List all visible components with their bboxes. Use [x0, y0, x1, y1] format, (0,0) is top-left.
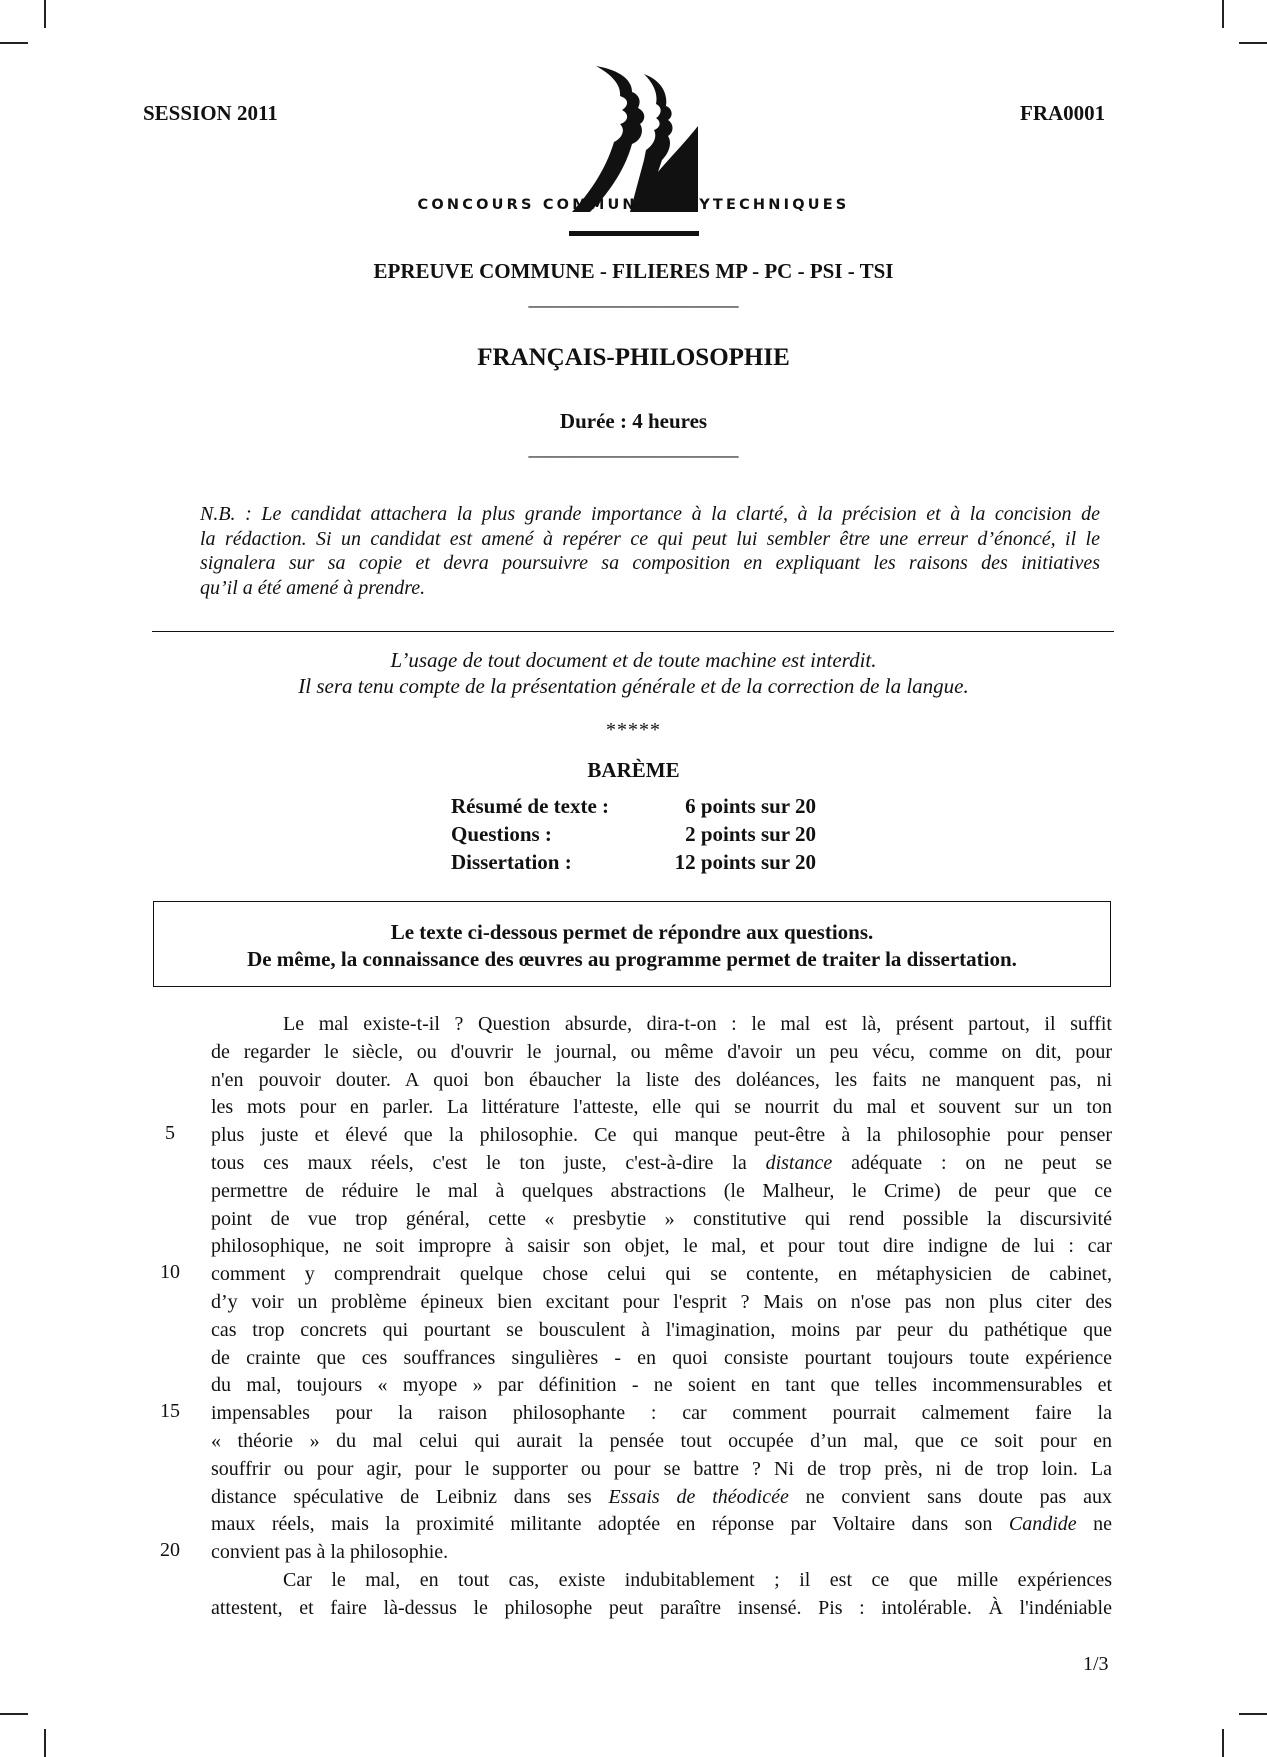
- text-line: de regarder le siècle, ou d'ouvrir le journal, ou même d'avoir un peu vécu, comme on dit, pour: [211, 1040, 1112, 1063]
- bareme-label: Dissertation :: [451, 850, 572, 874]
- logo-text: CONCOURS COMMUNS POLYTECHNIQUES: [417, 197, 850, 213]
- text-line: d’y voir un problème épineux bien excitant pour l'esprit ? Mais on n'ose pas non plus citer des: [211, 1290, 1112, 1313]
- text-line: comment y comprendrait quelque chose celui qui se contente, en métaphysicien de cabinet,: [211, 1263, 1112, 1286]
- crop-mark: [1239, 1713, 1267, 1715]
- text-line: distance spéculative de Leibniz dans ses Essais de théodicée ne convient sans doute pas aux: [211, 1485, 1112, 1508]
- text-line: les mots pour en parler. La littérature l'atteste, elle qui se nourrit du mal et souvent sur un ton: [211, 1096, 1112, 1119]
- crop-mark: [0, 1713, 28, 1715]
- logo-underline: [569, 231, 699, 236]
- session-label: SESSION 2011: [143, 101, 278, 125]
- exam-title: EPREUVE COMMUNE - FILIERES MP - PC - PSI - TSI: [373, 259, 894, 283]
- instruction-line-1: L’usage de tout document et de toute machine est interdit.: [390, 648, 877, 672]
- box-line-2: De même, la connaissance des œuvres au programme permet de traiter la dissertation.: [247, 947, 1017, 971]
- bareme-points: 6 points sur 20: [685, 794, 816, 818]
- text-line: Car le mal, en tout cas, existe indubitablement ; il est ce que mille expériences: [283, 1568, 1112, 1591]
- text-line: convient pas à la philosophie.: [211, 1541, 449, 1564]
- text-line: philosophique, ne soit impropre à saisir son objet, le mal, et pour tout dire indigne de lui : car: [211, 1235, 1112, 1258]
- text-line: Le mal existe-t-il ? Question absurde, dira-t-on : le mal est là, présent partout, il suffit: [283, 1013, 1112, 1035]
- title-separator: ____________________: [528, 286, 739, 310]
- nb-line: la rédaction. Si un candidat est amené à repérer ce qui peut lui sembler être une erreur d’énoncé, il le: [200, 527, 1100, 550]
- crop-mark: [0, 42, 28, 44]
- box-line-1: Le texte ci-dessous permet de répondre aux questions.: [390, 920, 874, 944]
- exam-code: FRA0001: [1020, 101, 1106, 125]
- line-number: 10: [160, 1261, 180, 1283]
- text-line: « théorie » du mal celui qui aurait la pensée tout occupée d’un mal, que ce soit pour en: [211, 1429, 1112, 1452]
- text-line: impensables pour la raison philosophante : car comment pourrait calmement faire la: [211, 1402, 1112, 1425]
- line-number: 5: [165, 1122, 175, 1144]
- duration-separator: ____________________: [528, 436, 739, 460]
- crop-mark: [1222, 0, 1224, 28]
- horizontal-rule: [152, 631, 1114, 632]
- stars-separator: *****: [606, 719, 661, 741]
- bareme-row: [451, 820, 816, 848]
- nb-line: N.B. : Le candidat attachera la plus grande importance à la clarté, à la précision et à la concision de: [200, 503, 1100, 525]
- duration: Durée : 4 heures: [559, 409, 708, 433]
- bareme-row: [451, 848, 816, 876]
- bareme-label: Questions :: [451, 822, 552, 846]
- text-line: attestent, et faire là-dessus le philosophe peut paraître insensé. Pis : intolérable. À l'indéniable: [211, 1596, 1112, 1619]
- line-number: 15: [160, 1400, 180, 1422]
- text-line: permettre de réduire le mal à quelques abstractions (le Malheur, le Crime) de peur que ce: [211, 1179, 1112, 1202]
- main-text: [211, 1011, 1112, 1623]
- text-line: plus juste et élevé que la philosophie. Ce qui manque peut-être à la philosophie pour penser: [211, 1124, 1112, 1147]
- text-line: du mal, toujours « myope » par définition - ne soient en tant que telles incommensurables et: [211, 1374, 1112, 1397]
- crop-mark: [1239, 42, 1267, 44]
- text-line: souffrir ou pour agir, pour le supporter ou pour se battre ? Ni de trop près, ni de trop loin. La: [211, 1457, 1112, 1480]
- line-number: 20: [160, 1539, 180, 1561]
- bareme-row: [451, 792, 816, 820]
- crop-mark: [44, 0, 46, 28]
- bareme-points: 2 points sur 20: [685, 822, 816, 846]
- page-number: 1/3: [1083, 1653, 1109, 1675]
- text-line: cas trop concrets qui pourtant se bousculent à l'imagination, moins par peur du pathétique que: [211, 1318, 1112, 1341]
- crop-mark: [1222, 1729, 1224, 1757]
- nb-paragraph: [200, 502, 1100, 600]
- subject-title: FRANÇAIS-PHILOSOPHIE: [477, 344, 790, 371]
- bareme-label: Résumé de texte :: [451, 794, 610, 818]
- instruction-line-2: Il sera tenu compte de la présentation générale et de la correction de la langue.: [298, 674, 969, 698]
- text-line: point de vue trop général, cette « presbytie » constitutive qui rend possible la discursivité: [211, 1207, 1112, 1230]
- crop-mark: [44, 1729, 46, 1757]
- nb-line: qu’il a été amené à prendre.: [200, 576, 426, 599]
- bareme-table: [451, 792, 816, 876]
- text-line: n'en pouvoir douter. A quoi bon ébaucher la liste des doléances, les faits ne manquent pas, ni: [211, 1068, 1112, 1091]
- text-line: de crainte que ces souffrances singulières - en quoi consiste pourtant toujours toute expérience: [211, 1346, 1112, 1369]
- instruction-box: [153, 901, 1111, 987]
- text-line: tous ces maux réels, c'est le ton juste, c'est-à-dire la distance adéquate : on ne peut se: [211, 1151, 1112, 1174]
- nb-line: signalera sur sa copie et devra poursuivre sa composition en expliquant les raisons des initiatives: [200, 552, 1100, 574]
- text-line: maux réels, mais la proximité militante adoptée en réponse par Voltaire dans son Candide ne: [211, 1513, 1112, 1536]
- bareme-title: BARÈME: [587, 758, 680, 782]
- bareme-points: 12 points sur 20: [674, 850, 816, 874]
